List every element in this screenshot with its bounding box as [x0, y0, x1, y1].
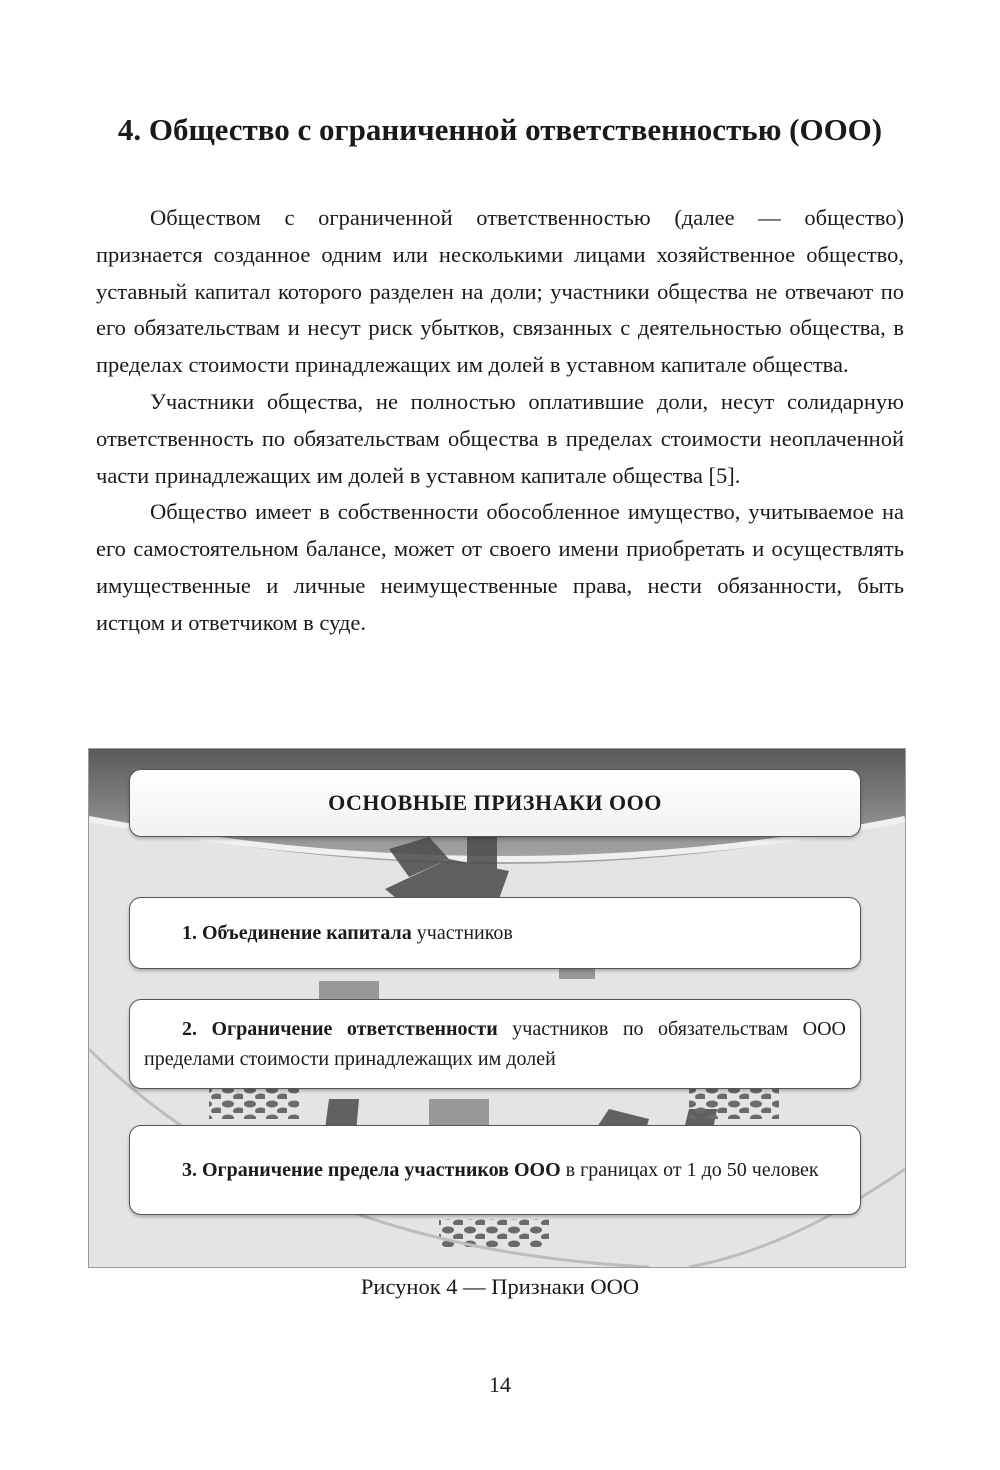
feature-card-3 [129, 1125, 861, 1215]
feature-card-2 [129, 999, 861, 1089]
feature-3-rest: в границах от 1 до 50 человек [560, 1159, 819, 1181]
feature-card-1 [129, 897, 861, 969]
feature-1-bold: 1. Объединение капитала [182, 922, 412, 944]
section-heading: 4. Общество с ограниченной ответственностью (ООО) [117, 112, 883, 147]
feature-3-text [144, 1155, 846, 1185]
body-text [96, 200, 904, 642]
paragraph-2: Участники общества, не полностью оплатившие доли, несут солидарную ответственность по обязательствам общества в пределах стоимости неоплаченной части принадлежащих им долей в уставном капитале общества [5]. [96, 388, 904, 488]
feature-2-bold: 2. Ограничение ответственности [182, 1018, 498, 1040]
page-number: 14 [489, 1372, 511, 1397]
figure-ooo-features [88, 748, 906, 1268]
feature-2-text [144, 1014, 846, 1074]
feature-1-rest: участников [411, 922, 513, 944]
figure-title: ОСНОВНЫЕ ПРИЗНАКИ ООО [328, 790, 662, 815]
figure-caption: Рисунок 4 — Признаки ООО [360, 1274, 640, 1299]
feature-1-text [182, 918, 846, 948]
paragraph-3: Общество имеет в собственности обособленное имущество, учитываемое на его самостоятельном балансе, может от своего имени приобретать и осуществлять имущественные и личные неимущественные права, нести обязанности, быть истцом и ответчиком в суде. [96, 499, 904, 635]
feature-2-rest: участников по обязательствам ООО пределами стоимости принадлежащих им долей [144, 1018, 846, 1070]
feature-3-bold: 3. Ограничение предела участников ООО [182, 1159, 561, 1181]
paragraph-1: Обществом с ограниченной ответственностью (далее — общество) признается созданное одним или несколькими лицами хозяйственное общество, уставный капитал которого разделен на доли; участники общества не отвечают по его обязательствам и несут риск убытков, связанных с деятельностью общества, в пределах стоимости принадлежащих им долей в уставном капитале общества. [96, 205, 904, 378]
figure-title-card [129, 769, 861, 837]
